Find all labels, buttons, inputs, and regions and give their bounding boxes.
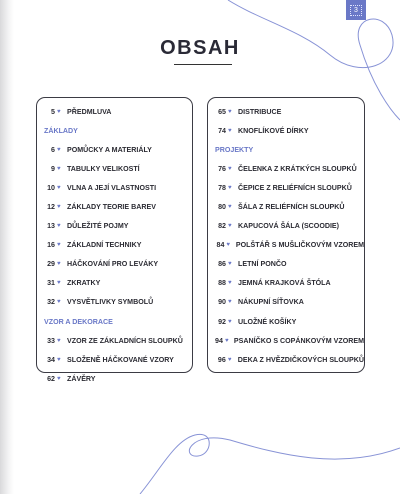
toc-page-number: 88 [218, 279, 226, 288]
page-gutter-shadow [0, 0, 14, 494]
toc-entry-label: ČELENKA Z KRÁTKÝCH SLOUPKŮ [238, 164, 357, 173]
heart-icon: ♥ [57, 165, 61, 172]
toc-entry-label: POMŮCKY A MATERIÁLY [67, 145, 152, 154]
toc-entry-label: ULOŽNÉ KOŠÍKY [238, 317, 297, 326]
toc-entry [208, 331, 364, 350]
toc-page-number: 78 [218, 183, 226, 192]
toc-entry-label: VYSVĚTLIVKY SYMBOLŮ [67, 298, 154, 307]
toc-section-heading: PROJEKTY [215, 145, 254, 154]
toc-entry-label: PŘEDMLUVA [67, 107, 112, 116]
toc-page-number: 32 [47, 298, 55, 307]
toc-section-heading: VZOR A DEKORACE [44, 317, 113, 326]
heart-icon: ♥ [57, 261, 61, 268]
toc-entry-label: ČEPICE Z RELIÉFNÍCH SLOUPKŮ [238, 183, 352, 192]
heart-icon: ♥ [57, 242, 61, 249]
toc-entry-label: HÁČKOVÁNÍ PRO LEVÁKY [67, 260, 159, 269]
toc-entry-label: PSANÍČKO S COPÁNKOVÝM VZOREM [233, 336, 364, 345]
heart-icon: ♥ [227, 356, 232, 363]
heart-icon: ♥ [57, 223, 61, 230]
heart-icon: ♥ [228, 204, 232, 211]
toc-page-number: 12 [47, 203, 55, 212]
toc-left-list [37, 98, 192, 388]
toc-page-number: 82 [218, 222, 226, 231]
toc-entry [208, 236, 364, 255]
toc-page-number: 76 [218, 164, 226, 173]
heart-icon: ♥ [57, 184, 61, 191]
toc-page-number: 96 [217, 355, 226, 364]
toc-page-number: 5 [51, 107, 55, 116]
toc-entry [37, 236, 192, 255]
toc-page-number: 33 [47, 336, 55, 345]
toc-entry [208, 350, 364, 369]
toc-entry-label: VLNA A JEJÍ VLASTNOSTI [67, 183, 157, 192]
heart-icon: ♥ [228, 184, 232, 191]
toc-entry [37, 197, 192, 216]
toc-entry [208, 197, 364, 216]
toc-page-number: 65 [218, 107, 226, 116]
heart-icon: ♥ [57, 299, 61, 306]
toc-left-panel [36, 97, 193, 383]
toc-entry-label: NÁKUPNÍ SÍŤOVKA [238, 298, 304, 307]
toc-page-number: 16 [47, 241, 55, 250]
toc-section-heading: ZÁKLADY [44, 126, 78, 135]
toc-page-number: 29 [47, 260, 55, 269]
heart-icon: ♥ [228, 280, 232, 287]
page-number-tab [346, 0, 366, 20]
toc-entry [37, 255, 192, 274]
toc-entry [37, 369, 192, 388]
toc-entry [37, 217, 192, 236]
toc-entry-label: DEKA Z HVĚZDIČKOVÝCH SLOUPKŮ [237, 355, 364, 364]
toc-entry [208, 293, 364, 312]
heart-icon: ♥ [228, 127, 232, 134]
heart-icon: ♥ [224, 337, 229, 344]
toc-page-number: 94 [215, 336, 223, 345]
toc-entry-label: DŮLEŽITÉ POJMY [67, 222, 129, 231]
toc-entry-label: VZOR ZE ZÁKLADNÍCH SLOUPKŮ [67, 336, 183, 345]
toc-entry-label: DISTRIBUCE [238, 107, 282, 116]
toc-entry [208, 102, 364, 121]
toc-page-number: 9 [51, 164, 55, 173]
heart-icon: ♥ [57, 146, 61, 153]
toc-entry-label: KNOFLÍKOVÉ DÍRKY [238, 126, 309, 135]
heart-icon: ♥ [57, 337, 61, 344]
heart-icon: ♥ [57, 108, 61, 115]
toc-entry [208, 274, 364, 293]
toc-entry [37, 293, 192, 312]
toc-entry-label: TABULKY VELIKOSTÍ [67, 164, 140, 173]
toc-entry-label: LETNÍ PONČO [238, 260, 287, 269]
heart-icon: ♥ [228, 261, 232, 268]
toc-entry [208, 217, 364, 236]
heart-icon: ♥ [228, 318, 232, 325]
toc-entry [37, 331, 192, 350]
toc-page-number: 34 [47, 355, 55, 364]
heart-icon: ♥ [228, 165, 232, 172]
toc-entry-label: ŠÁLA Z RELIÉFNÍCH SLOUPKŮ [238, 203, 345, 212]
toc-entry-label: ZÁVĚRY [67, 374, 96, 383]
heart-icon: ♥ [226, 242, 230, 249]
toc-entry-label: KAPUCOVÁ ŠÁLA (SCOODIE) [238, 222, 340, 231]
heart-icon: ♥ [57, 356, 61, 363]
heart-icon: ♥ [57, 204, 61, 211]
toc-page-number: 92 [218, 317, 226, 326]
toc-entry [37, 159, 192, 178]
heart-icon: ♥ [57, 375, 61, 382]
toc-right-list [208, 98, 364, 369]
toc-page-number: 80 [218, 203, 226, 212]
toc-page-number: 13 [47, 222, 55, 231]
toc-entry [37, 102, 192, 121]
toc-entry-label: POLŠTÁŘ S MUŠLIČKOVÝM VZOREM [235, 241, 364, 250]
title-underline [174, 64, 232, 65]
toc-page-number: 31 [47, 279, 55, 288]
toc-entry [208, 255, 364, 274]
toc-entry [208, 159, 364, 178]
toc-entry [37, 178, 192, 197]
toc-entry-label: ZÁKLADNÍ TECHNIKY [67, 241, 142, 250]
toc-entry [37, 274, 192, 293]
toc-page-number: 6 [51, 145, 55, 154]
heart-icon: ♥ [57, 280, 61, 287]
toc-page-number: 62 [47, 374, 55, 383]
toc-right-panel [207, 97, 365, 373]
toc-entry [208, 121, 364, 140]
page-title: OBSAH [160, 37, 240, 59]
toc-entry-label: SLOŽENĚ HÁČKOVANÉ VZORY [67, 355, 174, 364]
toc-page-number: 90 [218, 298, 226, 307]
toc-entry-label: ZÁKLADY TEORIE BAREV [67, 203, 156, 212]
toc-entry-label: JEMNÁ KRAJKOVÁ ŠTÓLA [238, 279, 331, 288]
toc-entry [37, 350, 192, 369]
heart-icon: ♥ [228, 299, 232, 306]
heart-icon: ♥ [228, 223, 232, 230]
toc-page-number: 10 [47, 183, 55, 192]
toc-entry [208, 178, 364, 197]
heart-icon: ♥ [228, 108, 232, 115]
toc-page-number: 86 [218, 260, 226, 269]
toc-entry [37, 140, 192, 159]
toc-entry-label: ZKRATKY [67, 279, 101, 288]
page-number: 3 [350, 5, 362, 16]
toc-page-number: 84 [216, 241, 225, 250]
toc-entry [208, 312, 364, 331]
toc-page-number: 74 [218, 126, 226, 135]
